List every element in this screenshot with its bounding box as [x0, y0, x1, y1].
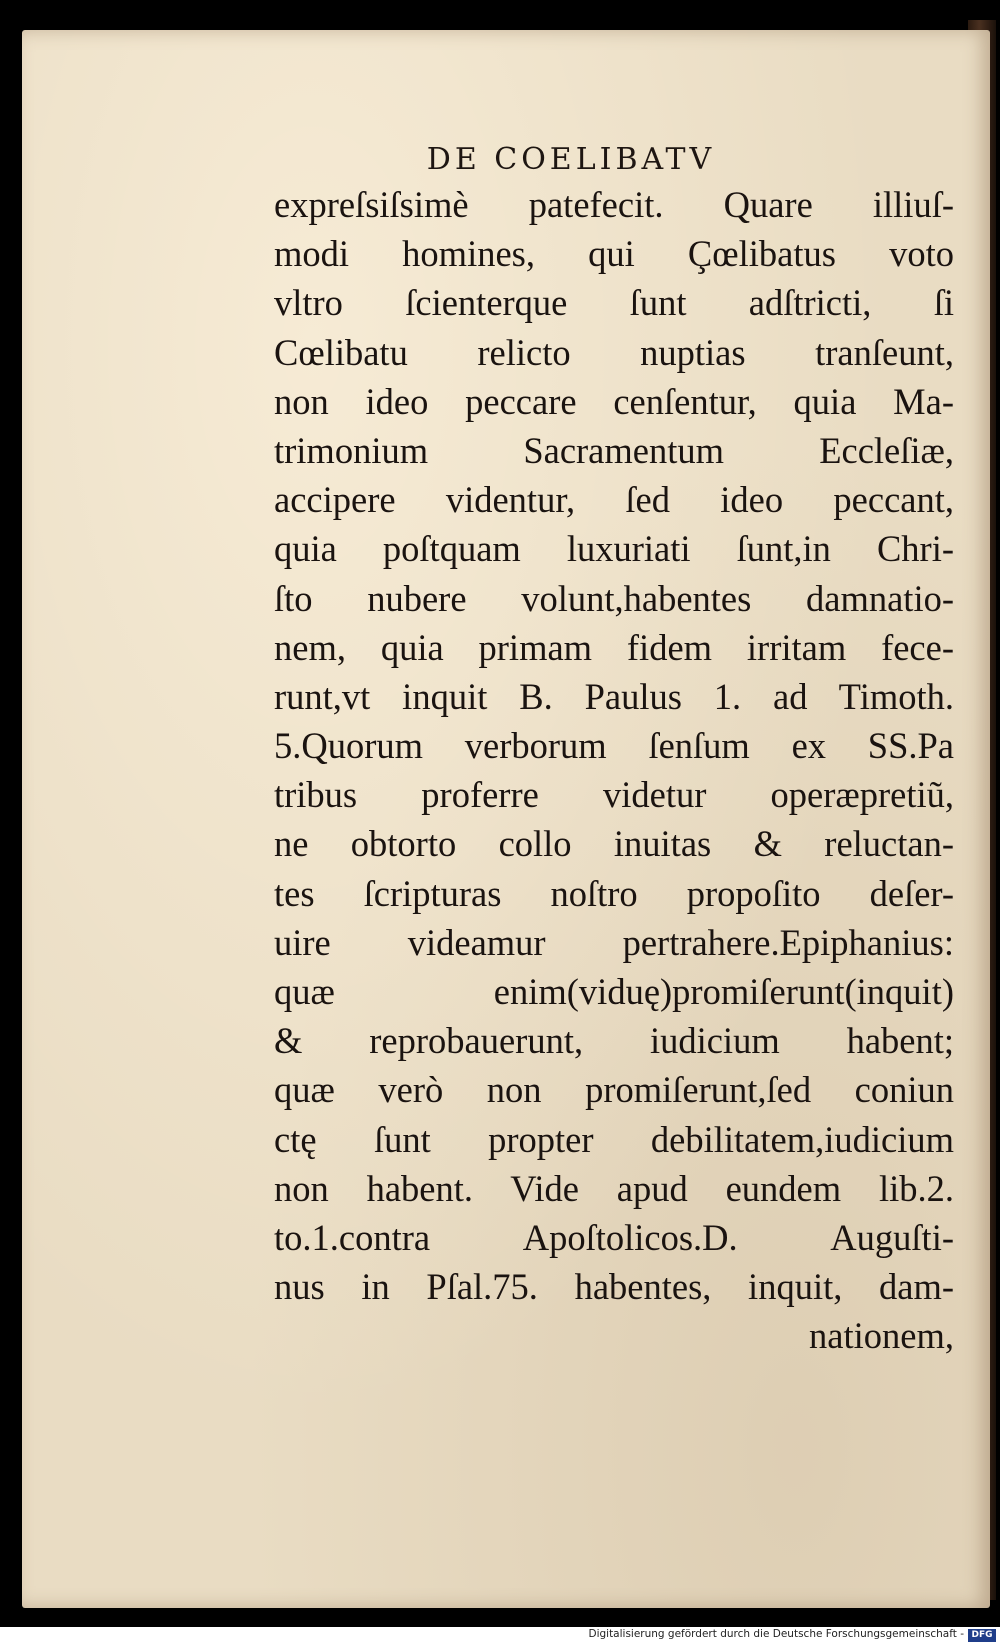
dfg-logo: DFG [968, 1629, 996, 1642]
text-line: quæ enim(viduę)promiſerunt(inquit) [274, 971, 954, 1012]
text-line: tribus proferre videtur operæpretiũ, [274, 774, 954, 816]
body-text [274, 180, 954, 1361]
text-line: non ideo peccare cenſentur, quia Ma- [274, 380, 954, 422]
text-line: expreſsiſsimè patefecit. Quare illiuſ- [274, 184, 954, 225]
text-line: ctę ſunt propter debilitatem,iudicium [274, 1118, 954, 1160]
text-line: trimonium Sacramentum Eccleſiæ, [274, 429, 954, 471]
text-line: modi homines, qui Çœlibatus voto [274, 233, 954, 275]
text-line: vltro ſcienterque ſunt adſtricti, ſi [274, 282, 954, 324]
text-line: & reprobauerunt, iudicium habent; [274, 1020, 954, 1062]
text-line: 5.Quorum verborum ſenſum ex SS.Pa [274, 725, 954, 767]
text-line: Cœlibatu relicto nuptias tranſeunt, [274, 331, 954, 373]
catchword: nationem, [809, 1315, 954, 1357]
text-line: runt,vt inquit B. Paulus 1. ad Timoth. [274, 675, 954, 717]
text-line: accipere videntur, ſed ideo peccant, [274, 479, 954, 521]
text-line: ſto nubere volunt,habentes damnatio- [274, 577, 954, 619]
text-line: quia poſtquam luxuriati ſunt,in Chri- [274, 528, 954, 570]
text-line: tes ſcripturas noſtro propoſito deſer- [274, 872, 954, 914]
text-line: nus in Pſal.75. habentes, inquit, dam- [274, 1266, 954, 1308]
running-title: DE COELIBATV [426, 142, 716, 177]
text-line: uire videamur pertrahere.Epiphanius: [274, 921, 954, 963]
text-line: non habent. Vide apud eundem lib.2. [274, 1167, 954, 1209]
text-line: to.1.contra Apoſtolicos.D. Auguſti- [274, 1216, 954, 1258]
text-line: nem, quia primam fidem irritam fece- [274, 626, 954, 668]
text-line: quæ verò non promiſerunt,ſed coniun [274, 1069, 954, 1111]
book-page [22, 30, 990, 1608]
footer-bar [0, 1627, 1000, 1645]
funding-credit: Digitalisierung gefördert durch die Deutsche Forschungsgemeinschaft - [588, 1628, 964, 1640]
text-line: ne obtorto collo inuitas & reluctan- [274, 823, 954, 865]
